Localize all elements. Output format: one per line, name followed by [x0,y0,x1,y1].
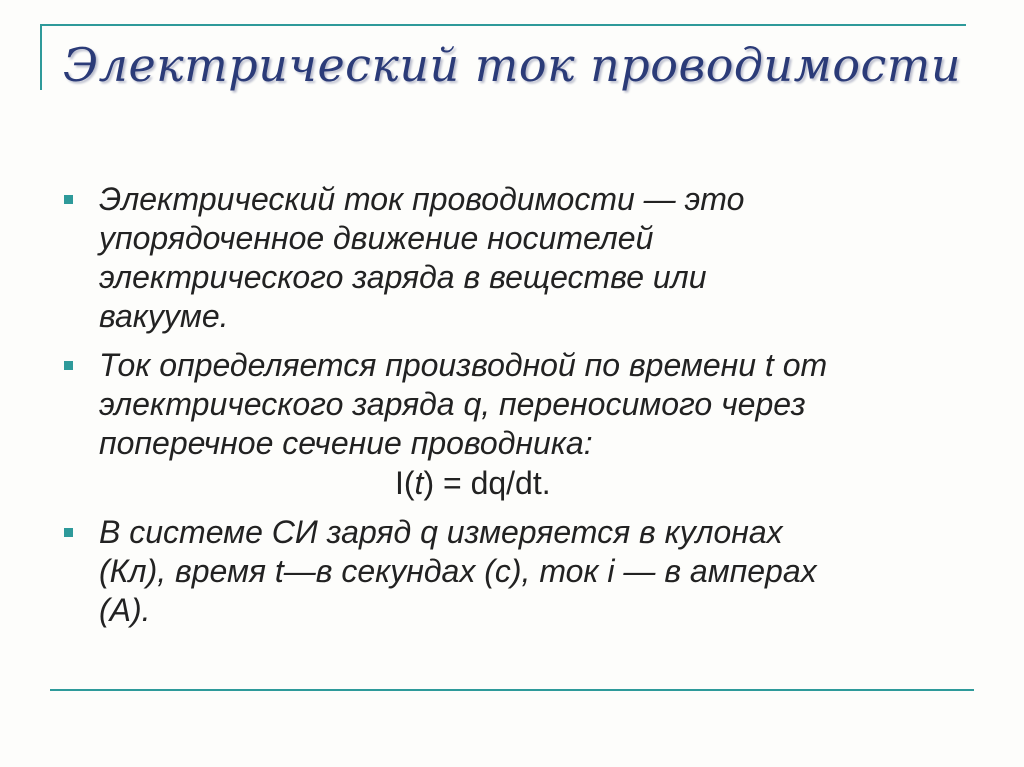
bullet-item [64,180,964,336]
bullet-line: Электрический ток проводимости — это [99,181,745,217]
formula [64,464,964,503]
bullet-line: поперечное сечение проводника: [99,425,593,461]
bullet-line: Ток определяется производной по времени t от [99,347,828,383]
bullet-item [64,346,964,463]
formula-rest: = dq/dt. [434,465,551,501]
bullet-line: электрического заряда q, переносимого через [99,386,806,422]
formula-open-paren: ( [403,465,415,501]
slide-body [64,180,964,640]
bullet-line: (А). [99,592,151,628]
bullet-item [64,513,964,630]
footer-rule [50,689,974,691]
bullet-line: электрического заряда в веществе или [99,259,707,295]
square-bullet-icon [64,361,73,370]
bullet-line: упорядоченное движение носителей [99,220,654,256]
square-bullet-icon [64,195,73,204]
bullet-line: В системе СИ заряд q измеряется в кулонах [99,514,783,550]
formula-arg: t [414,465,424,501]
title-top-rule [40,24,966,26]
formula-close-paren: ) [423,465,435,501]
bullet-line: вакууме. [99,298,229,334]
square-bullet-icon [64,528,73,537]
formula-func: I [395,465,404,501]
slide-title: Электрический ток проводимости [62,38,962,92]
bullet-line: (Кл), время t—в секундах (с), ток i — в амперах [99,553,817,589]
